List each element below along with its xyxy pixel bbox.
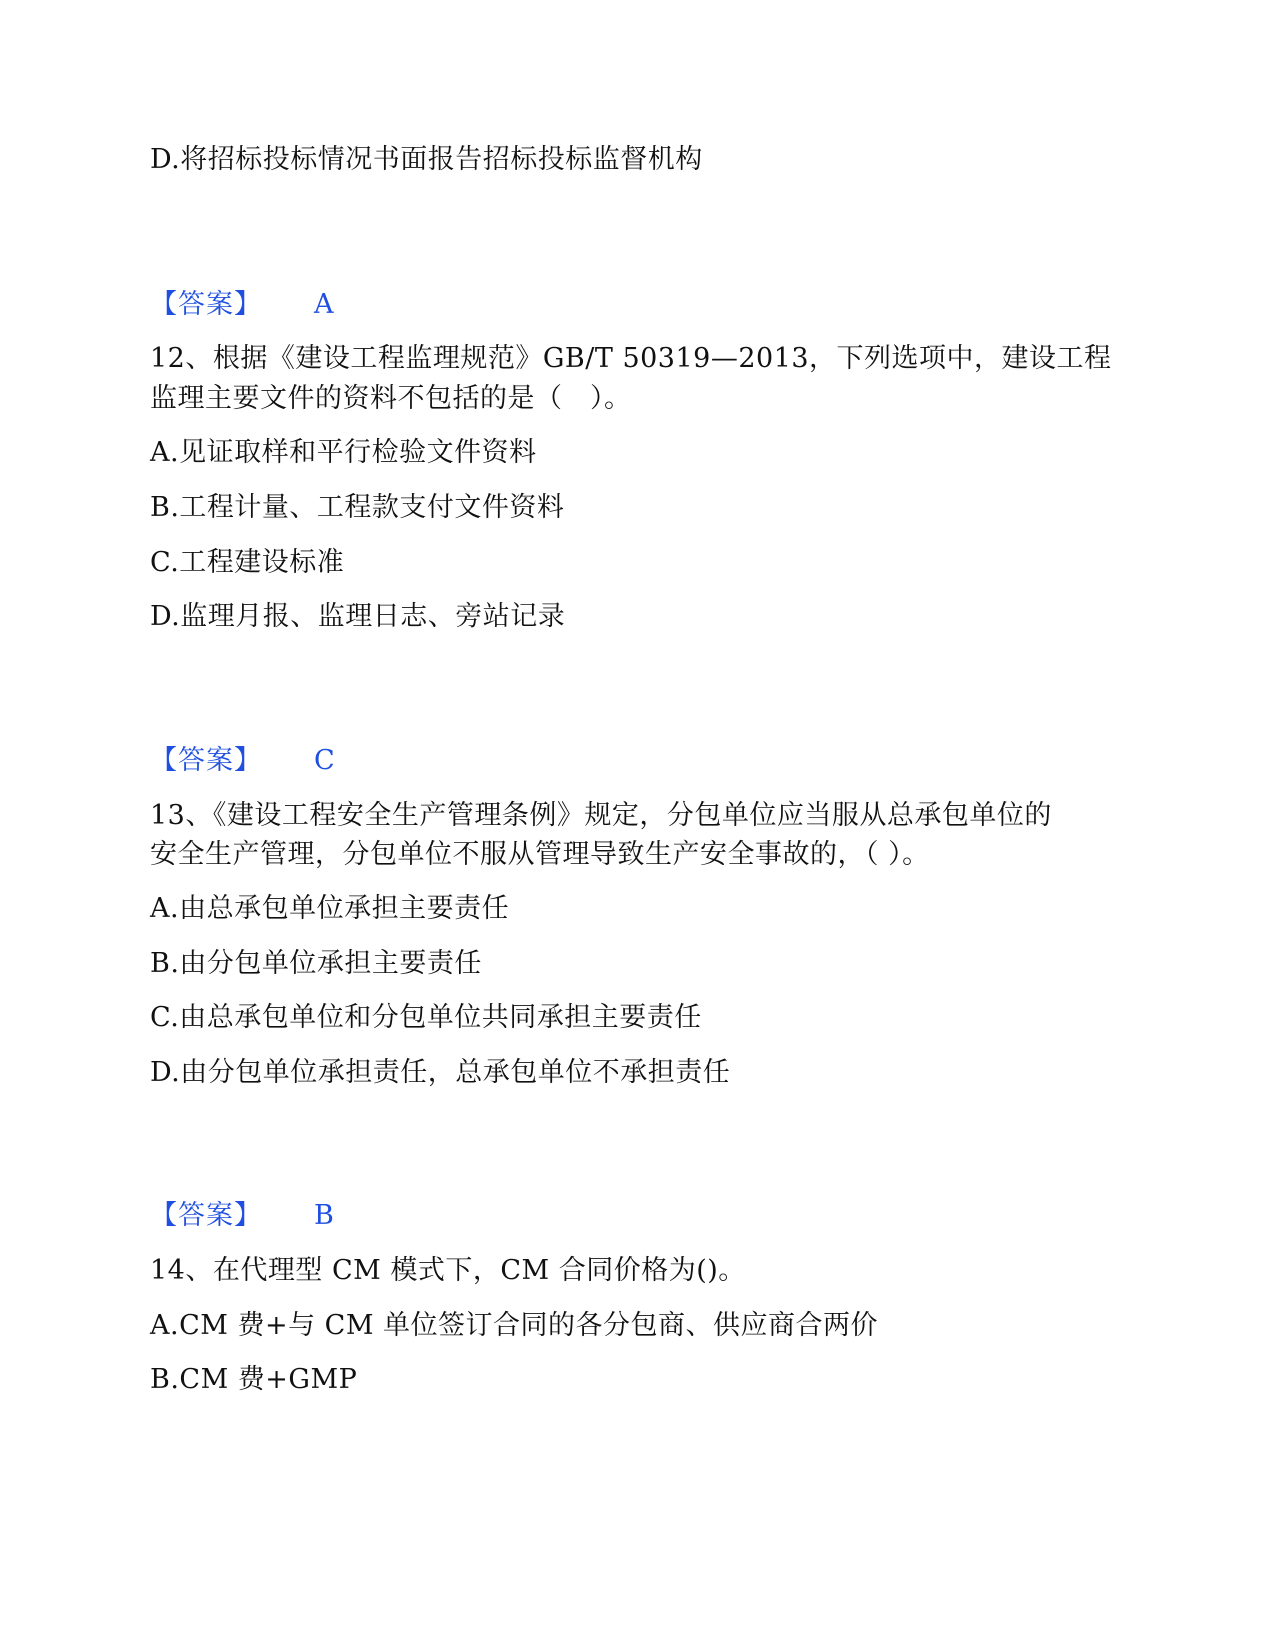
q14-stem: 14、在代理型 CM 模式下，CM 合同价格为()。: [150, 1255, 746, 1286]
answer-label: 【答案】: [150, 745, 262, 776]
q12-stem-line-1: 12、根据《建设工程监理规范》GB/T 50319—2013，下列选项中，建设工程: [150, 343, 1112, 374]
q13-option-d: D.由分包单位承担责任，总承包单位不承担责任: [150, 1057, 731, 1088]
q14-option-b: B.CM 费+GMP: [150, 1364, 358, 1395]
q12-option-d: D.监理月报、监理日志、旁站记录: [150, 601, 566, 632]
answer-value: A: [314, 289, 334, 320]
q12-stem-line-2: 监理主要文件的资料不包括的是（ ）。: [150, 383, 632, 414]
q13-option-a: A.由总承包单位承担主要责任: [150, 893, 510, 924]
answer-value: C: [314, 745, 335, 776]
q13-option-b: B.由分包单位承担主要责任: [150, 948, 482, 979]
q14-option-a: A.CM 费+与 CM 单位签订合同的各分包商、供应商合两价: [150, 1310, 879, 1341]
answer-label: 【答案】: [150, 1200, 262, 1231]
q11-option-d: D.将招标投标情况书面报告招标投标监督机构: [150, 144, 703, 175]
answer-11: [150, 288, 334, 322]
answer-label: 【答案】: [150, 289, 262, 320]
q13-stem-line-2: 安全生产管理，分包单位不服从管理导致生产安全事故的，（ ）。: [150, 839, 930, 870]
answer-13: [150, 1199, 334, 1233]
q12-option-b: B.工程计量、工程款支付文件资料: [150, 492, 565, 523]
q12-option-c: C.工程建设标准: [150, 547, 345, 578]
q13-option-c: C.由总承包单位和分包单位共同承担主要责任: [150, 1002, 702, 1033]
q12-option-a: A.见证取样和平行检验文件资料: [150, 437, 537, 468]
answer-12: [150, 744, 335, 778]
answer-value: B: [314, 1200, 334, 1231]
q13-stem-line-1: 13、《建设工程安全生产管理条例》规定，分包单位应当服从总承包单位的: [150, 800, 1052, 831]
